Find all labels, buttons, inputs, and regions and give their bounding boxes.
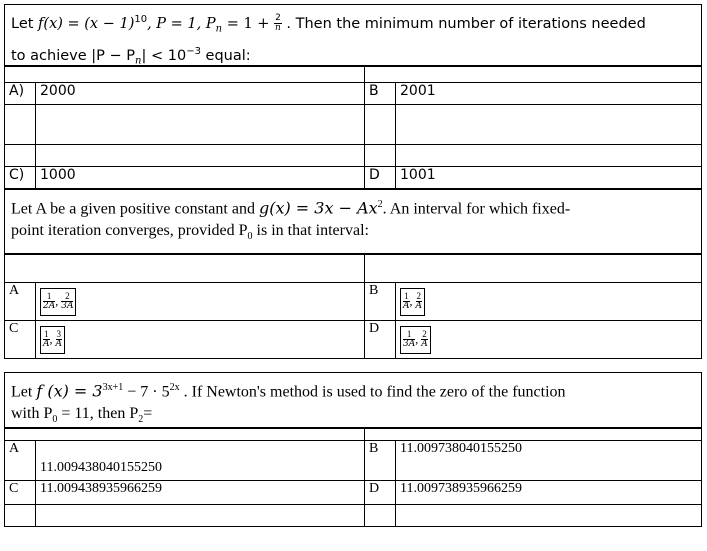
q1-eq: = 1 + [222,15,275,32]
q2-line2-text: point iteration converges, provided P [11,222,248,240]
q2-option-a-interval[interactable] [36,283,365,321]
question-2-line-1 [11,194,695,220]
question-3-stem [4,372,702,428]
q3-option-b-text[interactable]: 11.009738040155250 [396,441,702,481]
question-3-options [4,428,702,527]
q1-option-a-text[interactable]: 2000 [36,83,365,105]
q1-option-b-label[interactable]: B [365,83,396,105]
q2-text: Let A be a given positive constant and [11,200,259,218]
q3-option-d-label[interactable]: D [365,481,396,505]
q3-option-c-label[interactable]: C [5,481,36,505]
q1-option-c-label[interactable]: C) [5,167,36,189]
q1-p-def: , P = 1, P [147,15,216,32]
q2-function: g(x) = 3x − Ax [258,198,378,218]
q2-option-a-bracket: $\frac{1}{2A}$ , $\frac{2}{3A}$ [40,288,76,316]
q2-option-d-label[interactable]: D [365,321,396,359]
q2-option-d-interval[interactable] [396,321,702,359]
q1-option-c-text[interactable]: 1000 [36,167,365,189]
q3-text-end: . If Newton's method is used to find the zero of the function [179,383,566,401]
q3-option-a-label[interactable]: A [5,441,36,481]
q3-option-row-2 [5,481,702,505]
q1-text-end: . Then the minimum number of iterations needed [281,15,646,32]
q3-text: Let [11,383,37,401]
q2-exponent: 2 [377,199,383,210]
question-1-options [4,66,702,189]
q1-line2-exp: −3 [186,45,201,57]
question-2-line-2 [11,220,695,248]
q2-line2-sub: 0 [247,231,253,243]
q1-line2-text: to achieve |P − P [11,47,136,64]
q3-option-b-label[interactable]: B [365,441,396,481]
question-2-stem [4,188,702,254]
question-1-line-1 [11,9,695,41]
q3-line2-end: = [143,405,153,423]
q3-line2-mid: = 11, then P [57,405,139,423]
q1-line2-mid: | < 10 [141,47,187,64]
q1-frac-num: 2 [275,13,281,24]
q3-line2-sub2: 2 [138,414,144,426]
q2-option-row-1 [5,283,702,321]
question-3-line-1 [11,377,695,403]
q3-function: f (x) = 3 [36,381,103,401]
q3-option-c-text[interactable]: 11.009438935966259 [36,481,365,505]
q1-exponent: 10 [134,14,148,25]
q3-option-d-text[interactable]: 11.009738935966259 [396,481,702,505]
question-1-stem [4,4,702,66]
q3-exponent-1: 3x+1 [102,382,124,393]
q1-fraction [274,14,282,33]
q2-option-b-label[interactable]: B [365,283,396,321]
q3-option-a-text[interactable]: 11.009438040155250 [36,441,365,481]
q2-line2-end: is in that interval: [252,222,369,240]
q2-option-c-label[interactable]: C [5,321,36,359]
question-2-options [4,254,702,359]
q1-option-d-text[interactable]: 1001 [396,167,702,189]
q1-option-row-2 [5,167,702,189]
q1-text: Let [11,15,39,32]
q1-sub: n [215,23,223,35]
q2-option-c-interval[interactable] [36,321,365,359]
q2-text-end: . An interval for which fixed- [382,200,571,218]
q2-option-row-2 [5,321,702,359]
q1-option-a-label[interactable]: A) [5,83,36,105]
q1-option-b-text[interactable]: 2001 [396,83,702,105]
q2-option-d-bracket: $\frac{1}{3A}$ , $\frac{2}{A}$ [400,326,431,354]
q3-exponent-2: 2x [169,382,180,393]
q1-option-d-label[interactable]: D [365,167,396,189]
q2-option-a-label[interactable]: A [5,283,36,321]
q1-option-row-1 [5,83,702,105]
q1-line2-end: equal: [200,47,251,64]
q2-option-b-interval[interactable] [396,283,702,321]
q1-line2-sub: n [135,55,142,67]
q2-option-c-bracket: $\frac{1}{A}$ , $\frac{3}{A}$ [40,326,65,354]
q1-frac-den: n [275,23,281,34]
q3-mid: − 7 · 5 [123,383,170,401]
q3-line2-text: with P [11,405,53,423]
q3-line2-sub0: 0 [52,414,58,426]
q1-function: f(x) = (x − 1) [38,15,135,32]
q3-option-row-1 [5,441,702,481]
q2-option-b-bracket: $\frac{1}{A}$ , $\frac{2}{A}$ [400,288,425,316]
